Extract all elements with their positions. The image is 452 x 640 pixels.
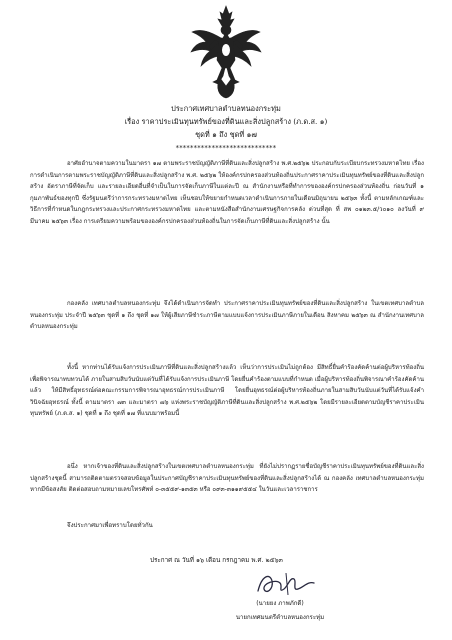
separator-line: **************************** xyxy=(175,144,277,152)
signatory-name: (นายยง ภาพภักดี) xyxy=(256,600,304,607)
announcement-title: ประกาศเทศบาลตำบลทนองกระทุ่ม xyxy=(171,104,281,113)
garuda-emblem-icon xyxy=(189,2,263,100)
announcement-date: ประกาศ ณ วันที่ ๑๖ เดือน กรกฎาคม พ.ศ. ๒๕๖๓ xyxy=(150,557,283,564)
announcement-range: ชุดที่ ๑ ถึง ชุดที่ ๑๗ xyxy=(195,130,257,139)
handwritten-signature xyxy=(250,569,320,599)
signatory-position: นายกเทศมนตรีตำบลหนองกระทุ่ม xyxy=(235,614,325,621)
announcement-subject: เรื่อง ราคาประเมินทุนทรัพย์ของที่ดินและสิ่งปลูกสร้าง (ภ.ด.ส. ๑) xyxy=(124,117,328,126)
paragraph-authority: อาศัยอำนาจตามความในมาตรา ๑๗ ตามพระราชบัญญัติภาษีที่ดินและสิ่งปลูกสร้าง พ.ศ.๒๕๖๒ ประกอบกับระเบียบกระทรวงมหาดไทย เรื่อง การดำเนินการตามพระราชบัญญัติภาษีที่ดินและสิ่งปลูกสร้าง พ.ศ. ๒๕๖๒ ให้องค์กรปกครองส่วนท้องถิ่นประกาศราคาประเมินทุนทรัพย์ของที่ดินและสิ่งปลูกสร้าง อัตราภาษีที่จัดเก็บ และรายละเอียดอื่นที่จำเป็นในการจัดเก็บภาษีในแต่ละปี ณ สำนักงานหรือที่ทำการขององค์กรปกครองส่วนท้องถิ่น ก่อนวันที่ ๑ กุมภาพันธ์ของทุกปี ซึ่งรัฐมนตรีว่าการกระทรวงมหาดไทย เห็นชอบให้ขยายกำหนดเวลาดำเนินการภายในเดือนมิถุนายน ๒๕๖๓ ทั้งนี้ ตามหลักเกณฑ์และวิธีการที่กำหนดในกฎกระทรวงและประกาศกระทรวงมหาดไทย และตามหนังสือสำนักงานเศรษฐกิจการคลัง ด่วนที่สุด ที่ สพ ๐๑๒๓.๕/ว๐๑๐ ลงวันที่ ๙ มีนาคม ๒๕๖๓ เรื่อง การเตรียมความพร้อมขององค์กรปกครองส่วนท้องถิ่นในการจัดเก็บภาษีที่ดินและสิ่งปลูกสร้าง นั้น xyxy=(30,160,424,225)
closing-line: จึงประกาศมาเพื่อทราบโดยทั่วกัน xyxy=(67,522,153,529)
paragraph-action: กองคลัง เทศบาลตำบลหนองกระทุ่ม จึงได้ดำเนินการจัดทำ ประกาศราคาประเมินทุนทรัพย์ของที่ดินและสิ่งปลูกสร้าง ในเขตเทศบาลตำบลหนองกระทุ่ม ประจำปี ๒๕๖๓ ชุดที่ ๑ ถึง ชุดที่ ๑๗ ให้ผู้เสียภาษีชำระภาษีตามแบบแจ้งการประเมินภาษีภายในเดือน สิงหาคม ๒๕๖๓ ณ สำนักงานเทศบาลตำบลหนองกระทุ่ม xyxy=(30,300,424,331)
paragraph-contact: อนึ่ง หากเจ้าของที่ดินและสิ่งปลูกสร้างในเขตเทศบาลตำบลหนองกระทุ่ม ที่ยังไม่ปรากฏรายชื่อบัญชีราคาประเมินทุนทรัพย์ของที่ดินและสิ่งปลูกสร้างชุดนี้ สามารถติดตามตรวจสอบข้อมูลในประกาศบัญชีราคาประเมินทุนทรัพย์ของที่ดินและสิ่งปลูกสร้างได้ ณ กองคลัง เทศบาลตำบลหนองกระทุ่ม หากมีข้อสงสัย ติดต่อสอบถามหมายเลขโทรศัพท์ ๐-๓๕๕๙-๑๓๕๓ หรือ ๐๙๓-๓๑๑๙๕๕๔ ในวันและเวลาราชการ xyxy=(30,463,424,494)
paragraph-appeal: ทั้งนี้ หากท่านได้รับแจ้งการประเมินภาษีที่ดินและสิ่งปลูกสร้างแล้ว เห็นว่าการประเมินไม่ถูกต้อง มีสิทธิ์ยื่นคำร้องคัดค้านต่อผู้บริหารท้องถิ่นเพื่อพิจารณาทบทวนได้ ภายในสามสิบวันนับแต่วันที่ได้รับแจ้งการประเมินภาษี โดยยื่นคำร้องตามแบบที่กำหนด เมื่อผู้บริหารท้องถิ่นพิจารณาคำร้องคัดค้านแล้ว ให้มีสิทธิ์อุทธรณ์ต่อคณะกรรมการพิจารณาอุทธรณ์การประเมินภาษี โดยยื่นอุทธรณ์ต่อผู้บริหารท้องถิ่นภายในสามสิบวันนับแต่วันที่ได้รับแจ้งคำวินิจฉัยอุทธรณ์ ทั้งนี้ ตามมาตรา ๗๓ และมาตรา ๗๖ แห่งพระราชบัญญัติภาษีที่ดินและสิ่งปลูกสร้าง พ.ศ.๒๕๖๒ โดยมีรายละเอียดตามบัญชีราคาประเมินทุนทรัพย์ (ภ.ด.ส. ๑) ชุดที่ ๑ ถึง ชุดที่ ๑๗ ที่แนบมาพร้อมนี้ xyxy=(30,364,424,418)
